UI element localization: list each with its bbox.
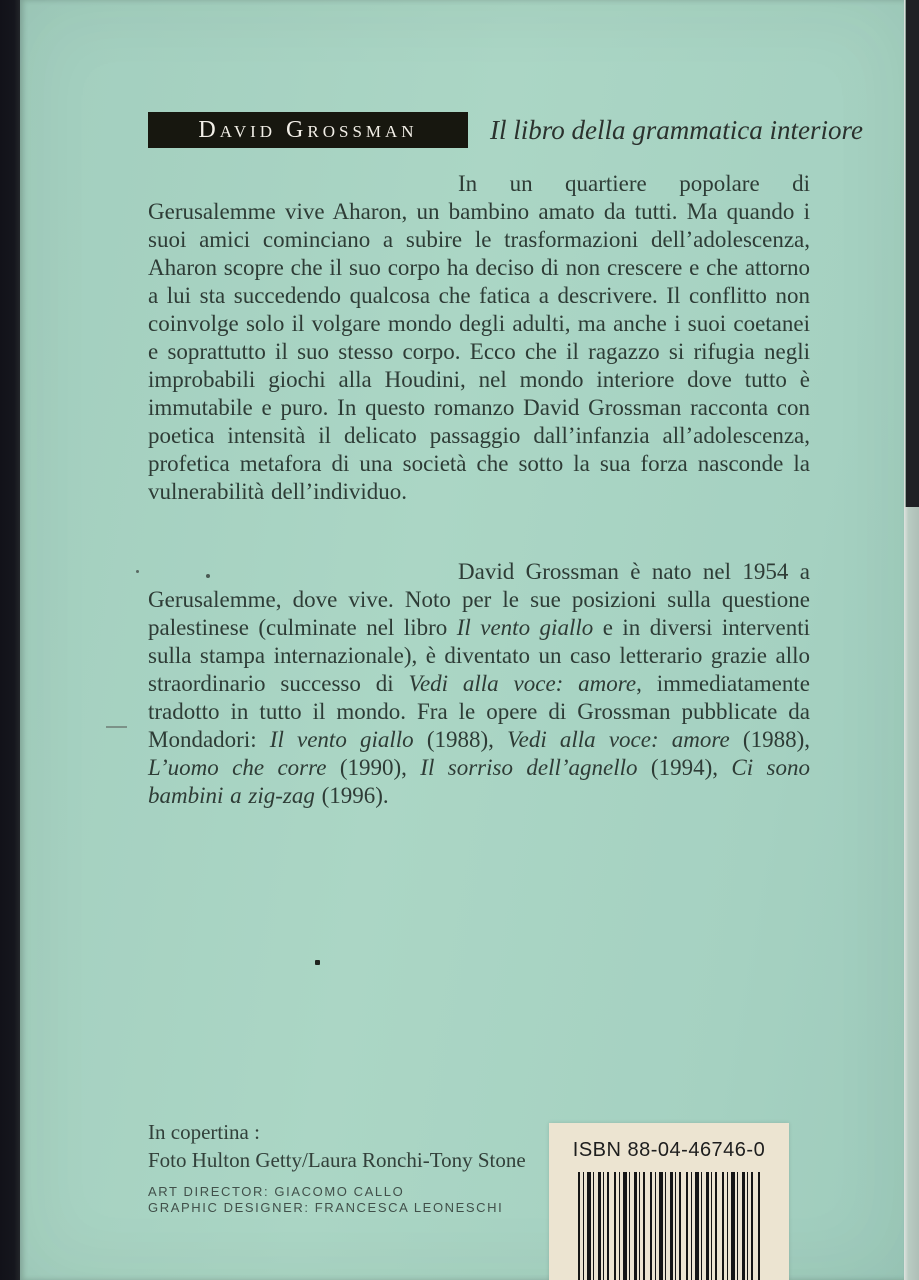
bio-book-title-luomo-che-corre: L’uomo che corre — [148, 755, 327, 780]
isbn-barcode — [578, 1172, 762, 1280]
author-name-plate — [148, 112, 468, 148]
bio-book-title-vedi-alla-voce-amore: Vedi alla voce: amore — [408, 671, 637, 696]
scan-scratch-mark — [106, 726, 127, 728]
bio-text: , immediatamente tradotto in tutto il mondo. Fra le opere di Grossman pubblicate da Mondadori: — [148, 671, 810, 752]
book-title: Il libro della grammatica interiore — [490, 115, 863, 145]
bio-text: e in diversi interventi sulla stampa internazionale), è diventato un caso letterario grazie allo straordinario successo di — [148, 615, 810, 696]
synopsis-paragraph: In un quartiere popolare di Gerusalemme vive Aharon, un bambino amato da tutti. Ma quando i suoi amici cominciano a subire le trasformazioni dell’adolescenza, Aharon scopre che il suo corpo ha deciso di non crescere e che attorno a lui sta succedendo qualcosa che fatica a descrivere. Il conflitto non coinvolge solo il volgare mondo degli adulti, ma anche i suoi coetanei e soprattutto il suo stesso corpo. Ecco che il ragazzo si rifugia negli improbabili giochi alla Houdini, nel mondo interiore dove tutto è immutabile e puro. In questo romanzo David Grossman racconta con poetica intensità il delicato passaggio dall’infanzia all’adolescenza, profetica metafora di una società che sotto la sua forza nasconde la vulnerabilità dell’individuo. — [148, 171, 810, 504]
bio-paragraph — [148, 558, 810, 810]
bio-text: (1994), — [637, 755, 732, 780]
bio-text: (1988), — [413, 727, 508, 752]
author-name: David Grossman — [198, 116, 418, 143]
cover-photo-credit: Foto Hulton Getty/Laura Ronchi-Tony Stone — [148, 1148, 526, 1172]
bio-book-title-il-vento-giallo: Il vento giallo — [456, 615, 594, 640]
art-director-credit: ART DIRECTOR: GIACOMO CALLO — [148, 1184, 405, 1199]
scan-speck — [136, 570, 139, 573]
bio-book-title-vedi-alla-voce-amore: Vedi alla voce: amore — [507, 727, 730, 752]
scan-speck — [315, 960, 320, 965]
book-back-cover — [20, 0, 905, 1280]
bio-text: (1996). — [314, 783, 389, 808]
bio-book-title-il-vento-giallo: Il vento giallo — [269, 727, 414, 752]
bio-text: David Grossman è nato nel 1954 a Gerusalemme, dove vive. Noto per le sue posizioni sulla questione palestinese (culminate nel libro — [148, 559, 810, 640]
bio-text: (1988), — [729, 727, 810, 752]
graphic-designer-credit: GRAPHIC DESIGNER: FRANCESCA LEONESCHI — [148, 1200, 504, 1215]
bio-text: (1990), — [326, 755, 421, 780]
bio-book-title-ci-sono-bambini-a-zig-zag: Ci sono bambini a zig-zag — [148, 755, 810, 808]
spine-shadow-strip — [0, 0, 20, 1280]
bio-book-title-il-sorriso-dellagnello: Il sorriso dell’agnello — [420, 755, 638, 780]
cover-credit-label: In copertina : — [148, 1120, 260, 1144]
isbn-sticker — [549, 1123, 789, 1280]
scan-edge-dark-strip — [906, 0, 919, 507]
isbn-number: ISBN 88-04-46746-0 — [572, 1139, 766, 1161]
scan-speck — [206, 574, 210, 578]
